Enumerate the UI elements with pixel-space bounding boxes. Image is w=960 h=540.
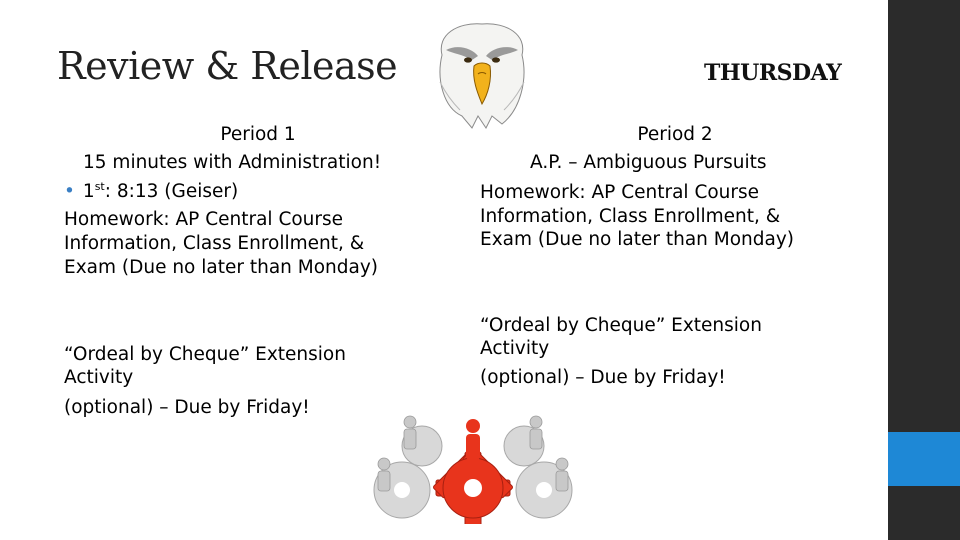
left-homework-line-1: Homework: AP Central Course [64, 209, 344, 230]
left-admin-line: 15 minutes with Administration! [83, 152, 382, 173]
right-extension-line-2: Activity [480, 338, 550, 359]
left-period-heading: Period 1 [220, 124, 296, 145]
right-homework-line-1: Homework: AP Central Course [480, 182, 760, 203]
right-homework-line-2: Information, Class Enrollment, & [480, 206, 781, 227]
right-subtitle: A.P. – Ambiguous Pursuits [530, 152, 767, 173]
bullet-superscript: st [94, 179, 105, 193]
left-extension-line-2: Activity [64, 367, 134, 388]
left-extension-line-1: “Ordeal by Cheque” Extension [64, 344, 346, 365]
left-homework-line-3: Exam (Due no later than Monday) [64, 257, 379, 278]
right-extension-line-3: (optional) – Due by Friday! [480, 367, 726, 388]
right-extension-line-1: “Ordeal by Cheque” Extension [480, 315, 762, 336]
left-bullet-item [64, 180, 238, 204]
bullet-number: 1 [82, 181, 95, 202]
right-homework-line-3: Exam (Due no later than Monday) [480, 229, 795, 250]
sidebar-accent-block [888, 432, 960, 486]
left-homework-line-2: Information, Class Enrollment, & [64, 233, 365, 254]
bullet-icon: • [64, 181, 75, 202]
day-label: THURSDAY [704, 60, 842, 86]
eagle-image [432, 20, 532, 130]
right-period-heading: Period 2 [637, 124, 713, 145]
gears-image [362, 412, 584, 524]
left-extension-line-3: (optional) – Due by Friday! [64, 397, 310, 418]
right-sidebar [888, 0, 960, 540]
bullet-text: : 8:13 (Geiser) [104, 181, 239, 202]
slide-title: Review & Release [57, 44, 398, 88]
